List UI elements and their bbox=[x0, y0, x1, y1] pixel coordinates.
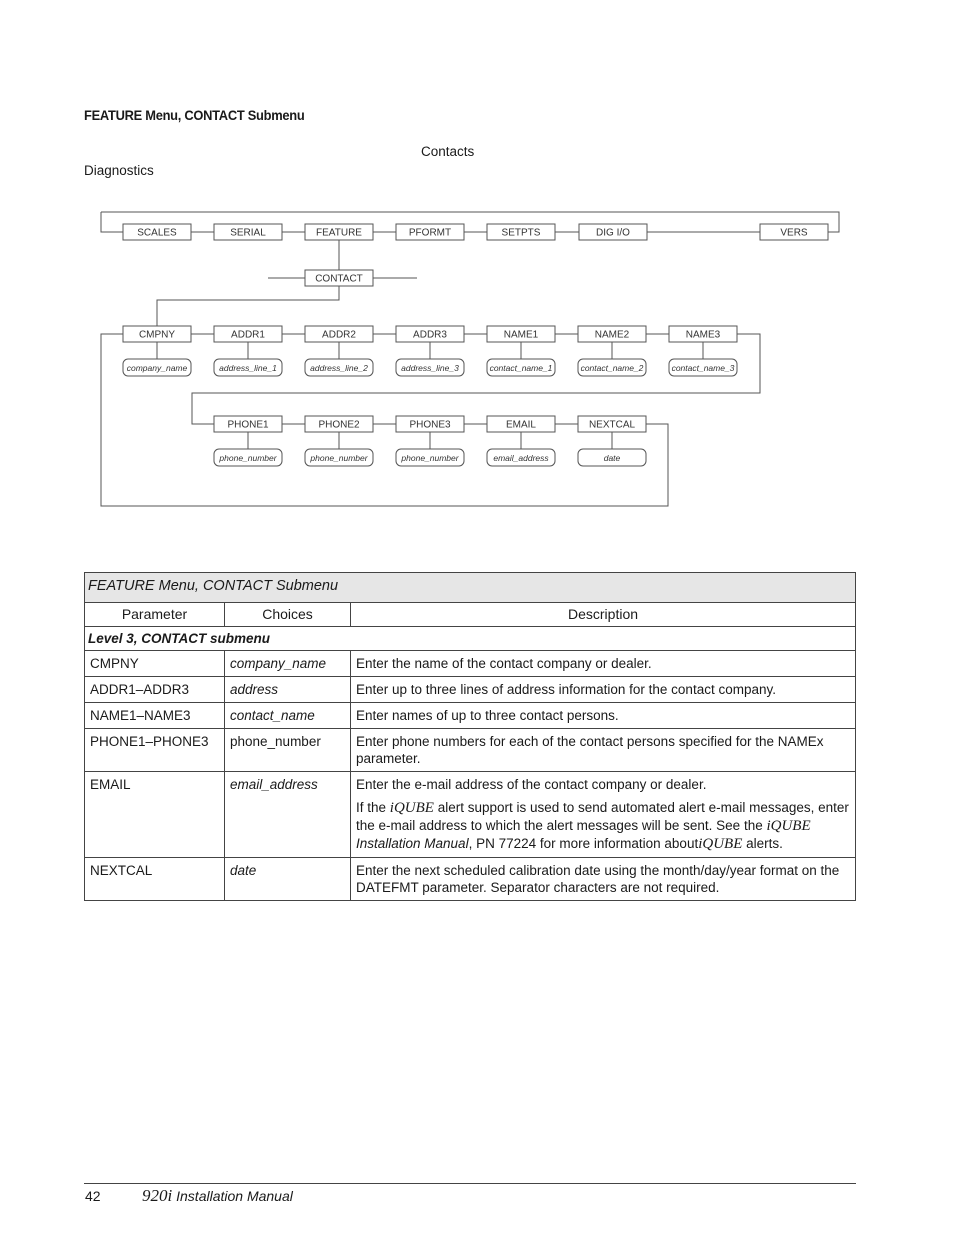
manual-name: Installation Manual bbox=[172, 1188, 293, 1204]
param-cmpny-label: CMPNY bbox=[138, 329, 176, 341]
iqube-note bbox=[356, 799, 850, 853]
param-email-label: EMAIL bbox=[505, 419, 537, 431]
note-text-1: If the bbox=[356, 800, 390, 815]
table-row bbox=[85, 677, 856, 703]
desc-cell: Enter phone numbers for each of the contact persons specified for the NAMEx parameter. bbox=[351, 729, 856, 772]
email-desc: Enter the e-mail address of the contact company or dealer. bbox=[356, 777, 707, 792]
param-name3-label: NAME3 bbox=[685, 329, 721, 341]
desc-cell: Enter up to three lines of address information for the contact company. bbox=[351, 677, 856, 703]
value-contact-name-3-label: contact_name_3 bbox=[671, 363, 735, 373]
value-phone-number-label: phone_number bbox=[310, 453, 368, 463]
value-email-address-label: email_address bbox=[493, 453, 549, 463]
contacts-label: Contacts bbox=[421, 144, 475, 159]
param-name2-label: NAME2 bbox=[594, 329, 630, 341]
value-address-line-3-label: address_line_3 bbox=[401, 363, 459, 373]
menu-scales-label: SCALES bbox=[137, 227, 177, 239]
menu-serial-label: SERIAL bbox=[230, 227, 266, 239]
param-phone2-label: PHONE2 bbox=[318, 419, 360, 431]
param-addr1-label: ADDR1 bbox=[231, 329, 265, 341]
desc-cell: Enter names of up to three contact persons. bbox=[351, 703, 856, 729]
choice-cell: address bbox=[225, 677, 351, 703]
menu-structure-diagram bbox=[0, 0, 954, 520]
iqube-brand: iQUBE bbox=[389, 800, 434, 816]
menu-feature-label: FEATURE bbox=[316, 227, 362, 239]
param-nextcal-label: NEXTCAL bbox=[588, 419, 636, 431]
menu-vers-label: VERS bbox=[780, 227, 808, 239]
note-text-3: , PN 77224 for more information about bbox=[468, 836, 699, 851]
manual-title bbox=[142, 1186, 293, 1206]
iqube-brand: iQUBE bbox=[698, 836, 743, 852]
page-number: 42 bbox=[85, 1188, 101, 1204]
param-cell: CMPNY bbox=[85, 651, 225, 677]
table-row bbox=[85, 772, 856, 858]
col-header-description: Description bbox=[351, 603, 856, 627]
level-row: Level 3, CONTACT submenu bbox=[85, 627, 856, 651]
desc-cell: Enter the name of the contact company or dealer. bbox=[351, 651, 856, 677]
value-phone-number-label: phone_number bbox=[219, 453, 277, 463]
param-addr3-label: ADDR3 bbox=[413, 329, 447, 341]
value-address-line-2-label: address_line_2 bbox=[310, 363, 368, 373]
param-cell: ADDR1–ADDR3 bbox=[85, 677, 225, 703]
param-cell: NEXTCAL bbox=[85, 858, 225, 901]
note-text-2: alert support is used to send automated alert e-mail messages, enter the e-mail address to which the alert messages will be sent. See the bbox=[356, 800, 849, 833]
value-contact-name-2-label: contact_name_2 bbox=[580, 363, 644, 373]
value-date-label: date bbox=[603, 453, 621, 463]
menu-dig-i-o-label: DIG I/O bbox=[596, 227, 630, 239]
col-header-choices: Choices bbox=[225, 603, 351, 627]
param-name1-label: NAME1 bbox=[503, 329, 539, 341]
table-row bbox=[85, 858, 856, 901]
value-company-name-label: company_name bbox=[126, 363, 188, 373]
param-cell: NAME1–NAME3 bbox=[85, 703, 225, 729]
table-row bbox=[85, 729, 856, 772]
footer-rule bbox=[84, 1183, 856, 1184]
choice-cell: phone_number bbox=[225, 729, 351, 772]
desc-cell bbox=[351, 772, 856, 858]
choice-cell: email_address bbox=[225, 772, 351, 858]
submenu-contact-label: CONTACT bbox=[315, 273, 363, 285]
section-title: FEATURE Menu, CONTACT Submenu bbox=[84, 107, 305, 123]
note-text-4: alerts. bbox=[742, 836, 783, 851]
value-contact-name-1-label: contact_name_1 bbox=[489, 363, 553, 373]
col-header-parameter: Parameter bbox=[85, 603, 225, 627]
choice-cell: company_name bbox=[225, 651, 351, 677]
param-cell: PHONE1–PHONE3 bbox=[85, 729, 225, 772]
iqube-brand: iQUBE bbox=[766, 818, 811, 834]
choice-cell: contact_name bbox=[225, 703, 351, 729]
diagnostics-label: Diagnostics bbox=[84, 163, 154, 178]
param-cell: EMAIL bbox=[85, 772, 225, 858]
param-addr2-label: ADDR2 bbox=[322, 329, 356, 341]
choice-cell: date bbox=[225, 858, 351, 901]
contact-submenu-box bbox=[305, 270, 373, 286]
contact-submenu-table bbox=[84, 572, 856, 901]
menu-setpts-label: SETPTS bbox=[501, 227, 541, 239]
param-phone3-label: PHONE3 bbox=[409, 419, 451, 431]
model-name: 920i bbox=[142, 1186, 173, 1205]
table-caption: FEATURE Menu, CONTACT Submenu bbox=[85, 573, 856, 603]
table-row bbox=[85, 651, 856, 677]
param-phone1-label: PHONE1 bbox=[227, 419, 269, 431]
desc-cell: Enter the next scheduled calibration date using the month/day/year format on the DATEFMT parameter. Separator characters are not required. bbox=[351, 858, 856, 901]
table-row bbox=[85, 703, 856, 729]
value-address-line-1-label: address_line_1 bbox=[219, 363, 277, 373]
manual-ref: Installation Manual bbox=[356, 836, 469, 851]
menu-pformt-label: PFORMT bbox=[408, 227, 452, 239]
value-phone-number-label: phone_number bbox=[401, 453, 459, 463]
